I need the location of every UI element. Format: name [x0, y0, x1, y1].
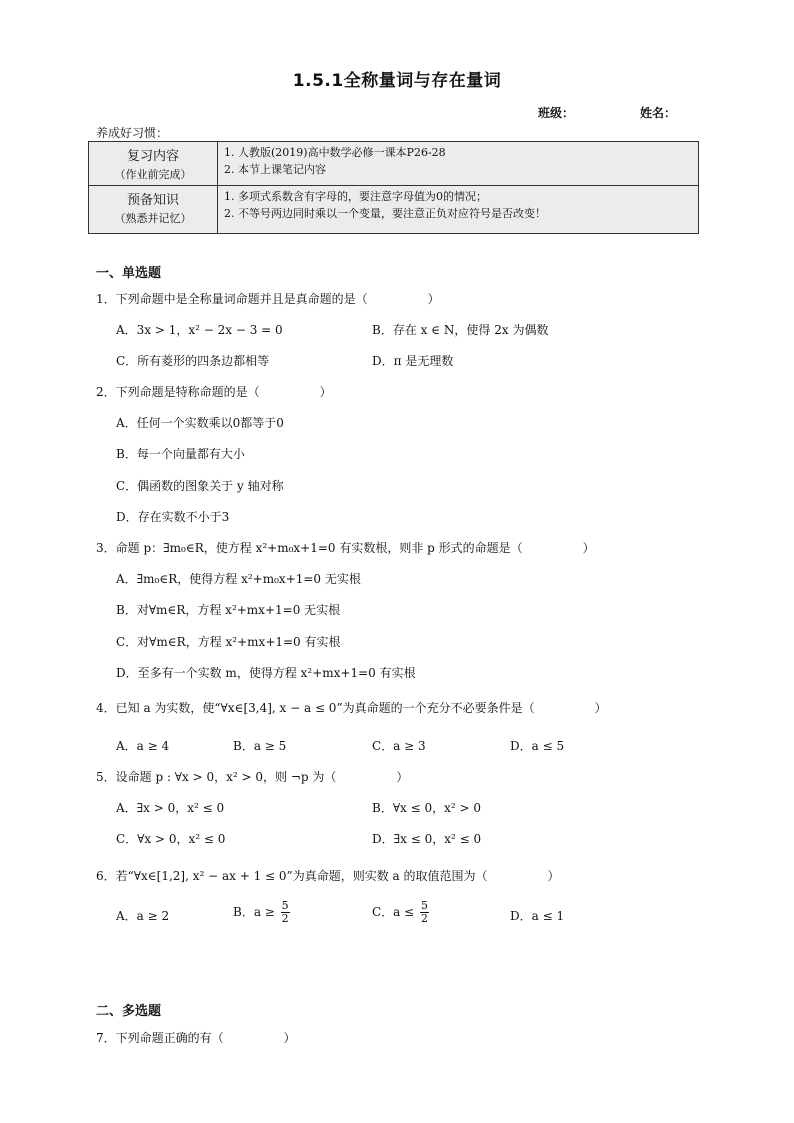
habits-table: [88, 141, 699, 234]
question-2-option-d: D．存在实数不小于3: [116, 510, 230, 524]
habits-row-content: [218, 186, 699, 234]
question-1-option-a: A．3x > 1，x² − 2x − 3 = 0: [116, 323, 283, 337]
habits-row-sublabel: （熟悉并记忆）: [114, 212, 192, 225]
question-3-option-b: B．对∀m∈R，方程 x²+mx+1=0 无实根: [116, 603, 341, 617]
class-label: 班级：: [538, 106, 575, 120]
question-1-option-d: D．π 是无理数: [372, 354, 454, 368]
question-2-option-c: C．偶函数的图象关于 y 轴对称: [116, 479, 284, 493]
name-label: 姓名：: [640, 106, 677, 120]
habits-row-content: [218, 142, 699, 186]
question-6-option-a: A．a ≥ 2: [116, 909, 170, 923]
question-5-stem: 5．设命题 p : ∀x > 0，x² > 0，则 ¬p 为（ ）: [96, 770, 409, 784]
question-5-option-b: B．∀x ≤ 0，x² > 0: [372, 801, 482, 815]
question-1-option-c: C．所有菱形的四条边都相等: [116, 354, 270, 368]
question-3-option-a: A．∃m₀∈R，使得方程 x²+m₀x+1=0 无实根: [116, 572, 361, 586]
question-2-option-a: A．任何一个实数乘以0都等于0: [116, 416, 284, 430]
question-6-option-d: D．a ≤ 1: [510, 909, 565, 923]
question-4-option-d: D．a ≤ 5: [510, 739, 565, 753]
fraction-five-halves: [281, 900, 290, 925]
section-title-single-choice: 一、单选题: [96, 266, 162, 281]
fraction-numerator: 5: [281, 899, 289, 912]
question-2-option-b: B．每一个向量都有大小: [116, 447, 245, 461]
question-3-stem: 3．命题 p：∃m₀∈R，使方程 x²+m₀x+1=0 有实数根，则非 p 形式的命题是（ ）: [96, 541, 595, 555]
question-6-option-c: [372, 900, 429, 925]
question-4-option-b: B．a ≥ 5: [233, 739, 287, 753]
question-4-option-a: A．a ≥ 4: [116, 739, 170, 753]
fraction-denominator: 2: [281, 912, 289, 925]
section-title-multiple-choice: 二、多选题: [96, 1004, 162, 1019]
habits-item: 1. 多项式系数含有字母的，要注意字母值为0的情况；: [224, 190, 487, 203]
question-1-stem: 1．下列命题中是全称量词命题并且是真命题的是（ ）: [96, 292, 440, 306]
question-3-option-d: D．至多有一个实数 m，使得方程 x²+mx+1=0 有实根: [116, 666, 416, 680]
question-4-option-c: C．a ≥ 3: [372, 739, 426, 753]
question-5-option-d: D．∃x ≤ 0，x² ≤ 0: [372, 832, 482, 846]
page-title: 1.5.1全称量词与存在量词: [292, 71, 502, 91]
habits-row-prep: [89, 186, 699, 234]
question-6-option-b-prefix: B．a ≥: [233, 905, 275, 919]
question-1-option-b: B．存在 x ∈ N，使得 2x 为偶数: [372, 323, 549, 337]
habits-row-sublabel: （作业前完成）: [114, 168, 192, 181]
habits-item: 2. 不等号两边同时乘以一个变量，要注意正负对应符号是否改变！: [224, 207, 546, 220]
question-6-stem: 6．若“∀x∈[1,2], x² − ax + 1 ≤ 0”为真命题，则实数 a 的取值范围为（ ）: [96, 869, 560, 883]
question-4-stem: 4．已知 a 为实数，使“∀x∈[3,4], x − a ≤ 0”为真命题的一个充分不必要条件是（ ）: [96, 701, 607, 715]
habits-row-review: [89, 142, 699, 186]
fraction-five-halves: [420, 900, 429, 925]
question-2-stem: 2．下列命题是特称命题的是（ ）: [96, 385, 332, 399]
question-5-option-a: A．∃x > 0，x² ≤ 0: [116, 801, 225, 815]
habits-row-label: 复习内容: [126, 149, 179, 164]
habits-item: 1. 人教版(2019)高中数学必修一课本P26-28: [224, 146, 446, 159]
habits-label: 养成好习惯：: [96, 126, 169, 140]
question-3-option-c: C．对∀m∈R，方程 x²+mx+1=0 有实根: [116, 635, 341, 649]
question-5-option-c: C．∀x > 0，x² ≤ 0: [116, 832, 226, 846]
habits-row-label-cell: [89, 142, 218, 186]
habits-item: 2. 本节上课笔记内容: [224, 163, 326, 176]
fraction-numerator: 5: [421, 899, 429, 912]
question-6-option-b: [233, 900, 290, 925]
habits-row-label-cell: [89, 186, 218, 234]
habits-row-label: 预备知识: [126, 193, 179, 208]
question-6-option-c-prefix: C．a ≤: [372, 905, 415, 919]
fraction-denominator: 2: [421, 912, 429, 925]
question-7-stem: 7．下列命题正确的有（ ）: [96, 1031, 296, 1045]
